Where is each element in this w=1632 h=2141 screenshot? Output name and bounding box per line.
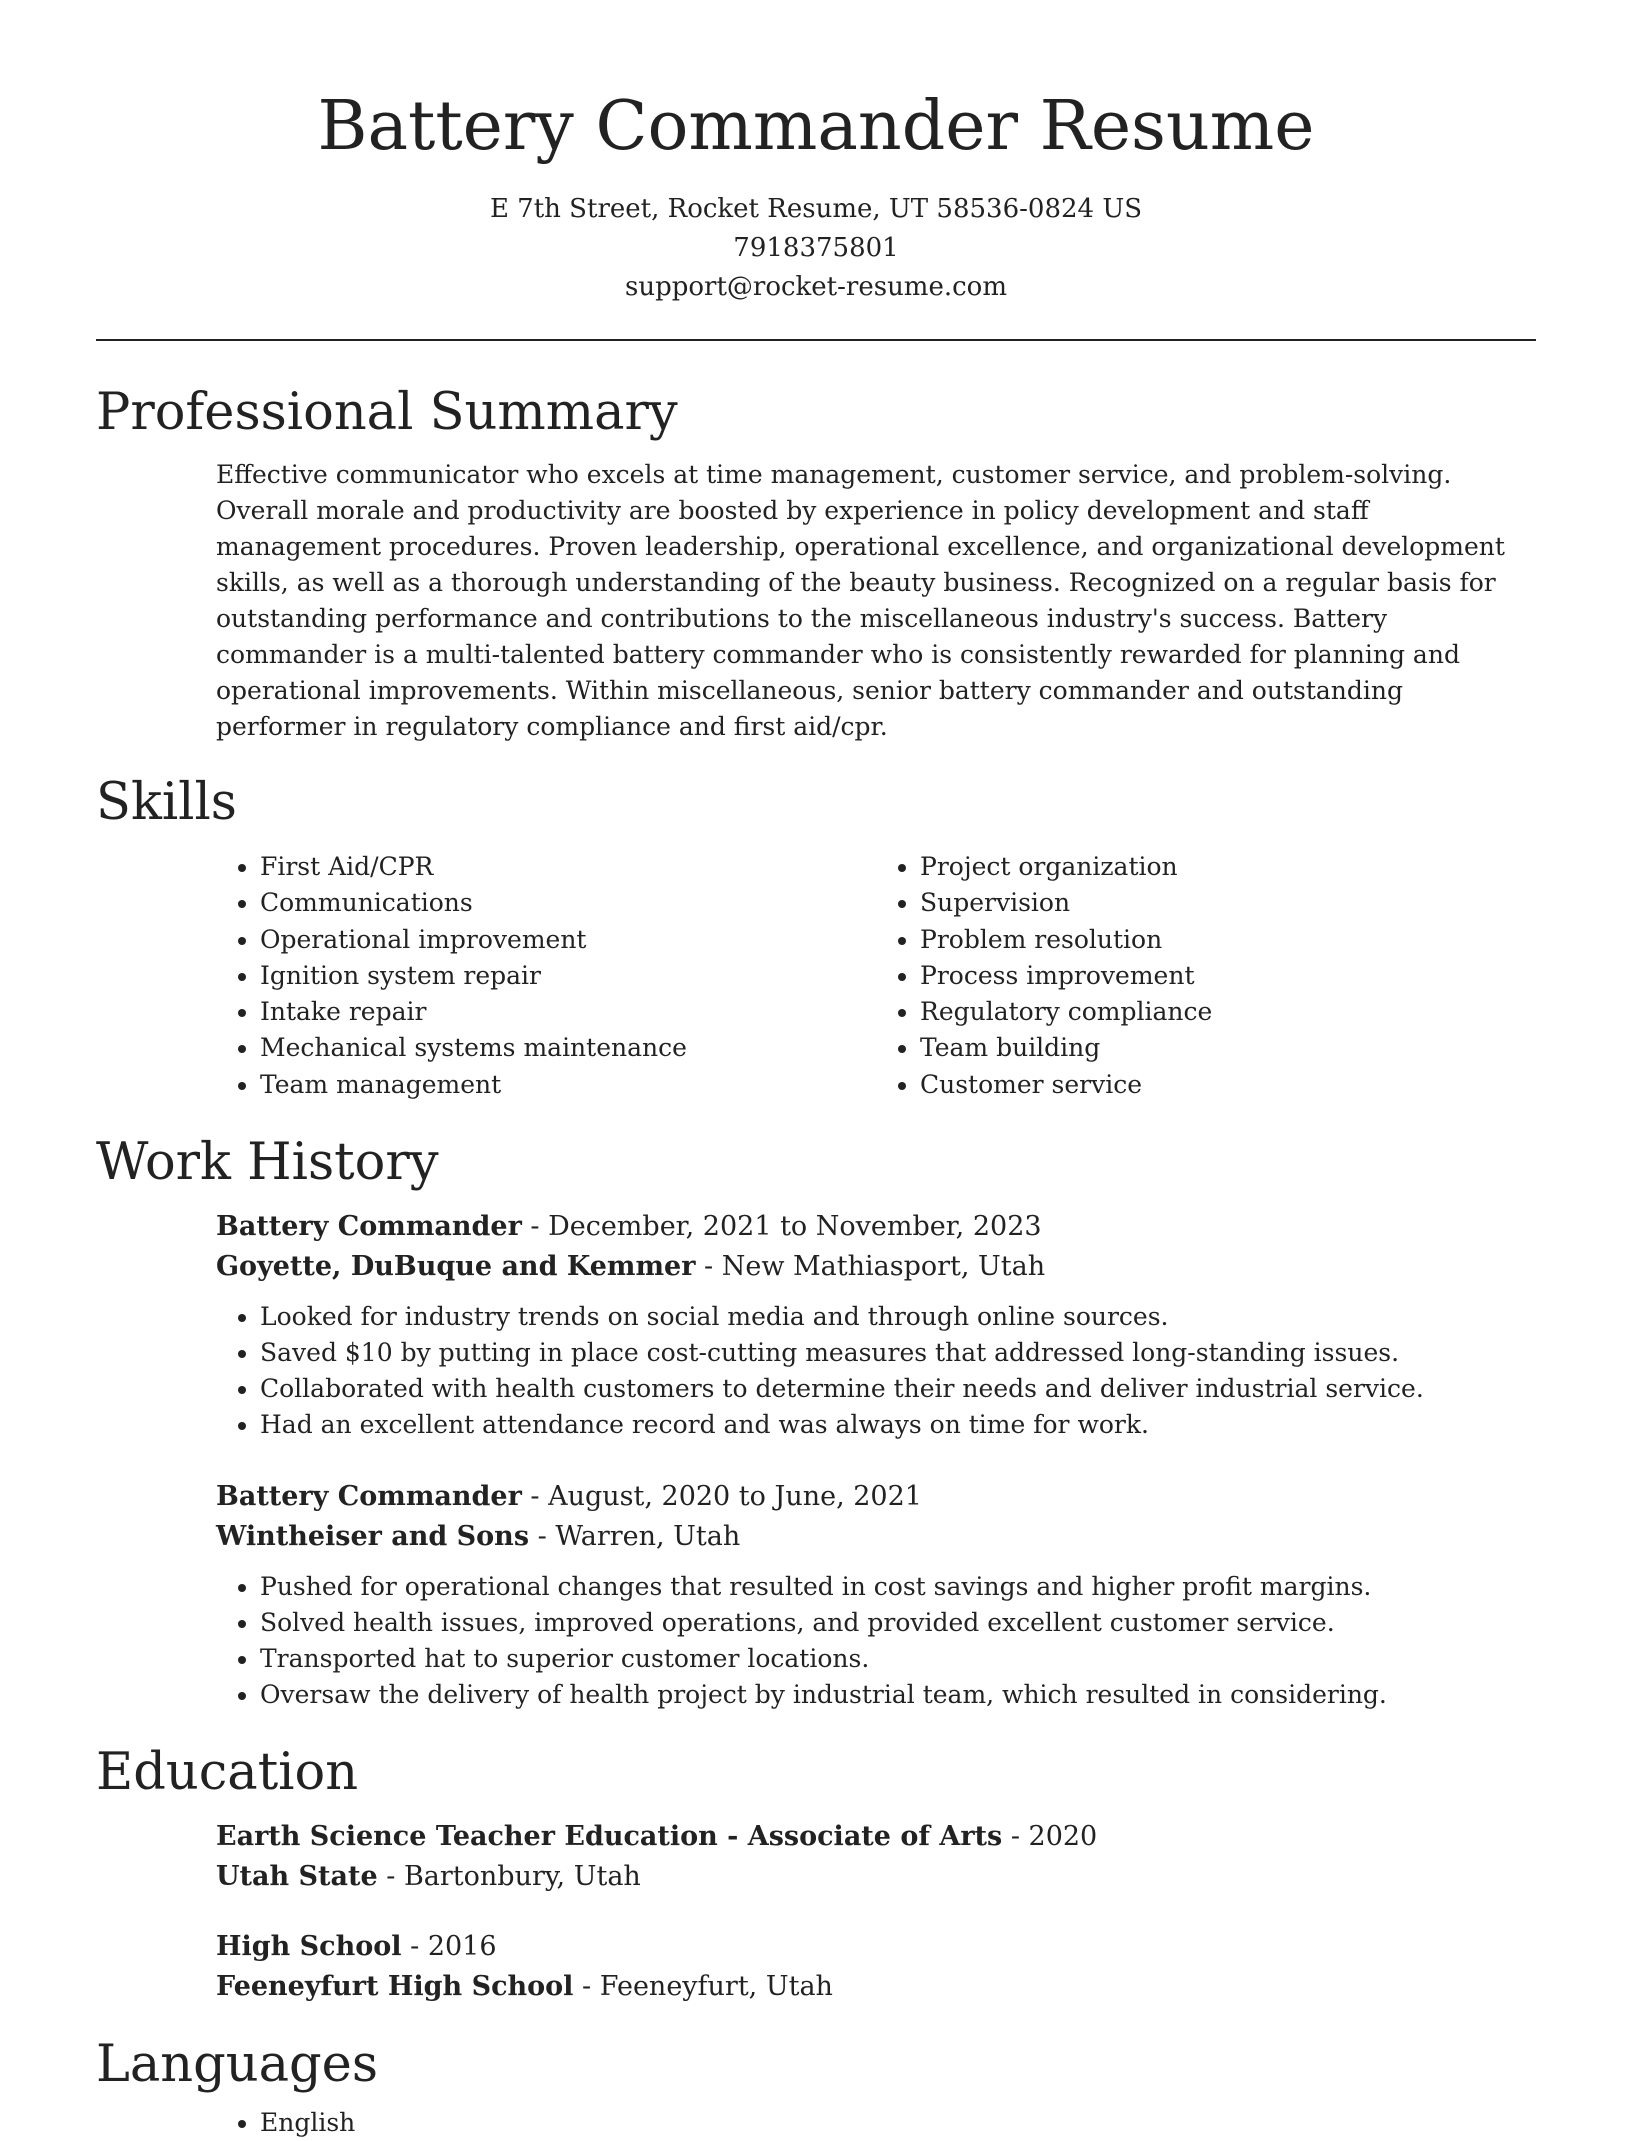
skill-item: • Operational improvement bbox=[260, 922, 876, 958]
job-title: Battery Commander bbox=[216, 1481, 522, 1513]
job-entry bbox=[216, 1207, 1536, 1443]
contact-block bbox=[96, 190, 1536, 307]
skill-item: • Ignition system repair bbox=[260, 958, 876, 994]
education-degree-line bbox=[216, 1817, 1536, 1857]
skills-right-list bbox=[876, 849, 1536, 1103]
job-bullet: • Solved health issues, improved operations, and provided excellent customer service. bbox=[260, 1605, 1536, 1641]
language-item: • English bbox=[260, 2105, 1536, 2141]
job-title-line bbox=[216, 1207, 1536, 1247]
education-year: - 2016 bbox=[401, 1931, 497, 1963]
work-history-section bbox=[96, 1131, 1536, 1713]
education-year: - 2020 bbox=[1002, 1821, 1098, 1853]
education-heading: Education bbox=[96, 1743, 359, 1803]
languages-list bbox=[216, 2105, 1536, 2141]
skill-item: • Team management bbox=[260, 1067, 876, 1103]
job-bullets bbox=[216, 1299, 1536, 1443]
job-company-line bbox=[216, 1247, 1536, 1287]
summary-heading: Professional Summary bbox=[96, 383, 678, 442]
languages-section bbox=[96, 2033, 1536, 2141]
skill-item: • Communications bbox=[260, 885, 876, 921]
skill-item: • Regulatory compliance bbox=[920, 994, 1536, 1030]
job-company: Wintheiser and Sons bbox=[216, 1521, 530, 1553]
job-bullets bbox=[216, 1569, 1536, 1713]
work-history-heading: Work History bbox=[96, 1133, 439, 1193]
job-bullet: • Oversaw the delivery of health project by industrial team, which resulted in considering. bbox=[260, 1677, 1536, 1713]
skill-item: • Problem resolution bbox=[920, 922, 1536, 958]
skill-item: • Intake repair bbox=[260, 994, 876, 1030]
job-location: - Warren, Utah bbox=[529, 1521, 741, 1553]
resume-title: Battery Commander Resume bbox=[317, 87, 1315, 166]
skill-item: • Mechanical systems maintenance bbox=[260, 1030, 876, 1066]
skills-left-list bbox=[216, 849, 876, 1103]
address: E 7th Street, Rocket Resume, UT 58536-0824 US bbox=[489, 194, 1143, 224]
job-entry bbox=[216, 1477, 1536, 1713]
languages-heading: Languages bbox=[96, 2035, 379, 2095]
education-school: Utah State bbox=[216, 1861, 378, 1893]
job-bullet: • Pushed for operational changes that resulted in cost savings and higher profit margins. bbox=[260, 1569, 1536, 1605]
education-location: - Bartonbury, Utah bbox=[377, 1861, 641, 1893]
job-bullet: • Had an excellent attendance record and was always on time for work. bbox=[260, 1407, 1536, 1443]
skills-section bbox=[96, 771, 1536, 1103]
resume-page bbox=[96, 0, 1536, 2141]
education-entry bbox=[216, 1927, 1536, 2007]
skill-item: • First Aid/CPR bbox=[260, 849, 876, 885]
skills-columns bbox=[216, 849, 1536, 1103]
job-bullet: • Saved $10 by putting in place cost-cutting measures that addressed long-standing issues. bbox=[260, 1335, 1536, 1371]
job-company: Goyette, DuBuque and Kemmer bbox=[216, 1251, 696, 1283]
education-degree: Earth Science Teacher Education - Associate of Arts bbox=[216, 1821, 1003, 1853]
skill-item: • Team building bbox=[920, 1030, 1536, 1066]
resume-header bbox=[96, 0, 1536, 307]
job-bullet: • Transported hat to superior customer locations. bbox=[260, 1641, 1536, 1677]
education-section bbox=[96, 1741, 1536, 2007]
summary-section bbox=[96, 381, 1536, 745]
phone: 7918375801 bbox=[733, 233, 899, 263]
education-degree-line bbox=[216, 1927, 1536, 1967]
education-location: - Feeneyfurt, Utah bbox=[573, 1971, 833, 2003]
education-school-line bbox=[216, 1857, 1536, 1897]
summary-text: Effective communicator who excels at time management, customer service, and problem-solving. Overall morale and productivity are boosted by experience in policy development and staff management procedures. Proven leadership, operational excellence, and organizational development skills, as well as a thorough understanding of the beauty business. Recognized on a regular basis for outstanding performance and contributions to the miscellaneous industry's success. Battery commander is a multi-talented battery commander who is consistently rewarded for planning and operational improvements. Within miscellaneous, senior battery commander and outstanding performer in regulatory compliance and first aid/cpr. bbox=[216, 460, 1505, 741]
job-bullet: • Looked for industry trends on social media and through online sources. bbox=[260, 1299, 1536, 1335]
job-title-line bbox=[216, 1477, 1536, 1517]
education-school: Feeneyfurt High School bbox=[216, 1971, 574, 2003]
skill-item: • Project organization bbox=[920, 849, 1536, 885]
education-entry bbox=[216, 1817, 1536, 1897]
job-company-line bbox=[216, 1517, 1536, 1557]
job-dates: - August, 2020 to June, 2021 bbox=[521, 1481, 922, 1513]
skill-item: • Customer service bbox=[920, 1067, 1536, 1103]
job-location: - New Mathiasport, Utah bbox=[695, 1251, 1046, 1283]
education-degree: High School bbox=[216, 1931, 402, 1963]
skills-heading: Skills bbox=[96, 773, 237, 832]
job-title: Battery Commander bbox=[216, 1211, 522, 1243]
skill-item: • Supervision bbox=[920, 885, 1536, 921]
header-divider bbox=[96, 339, 1536, 341]
job-bullet: • Collaborated with health customers to determine their needs and deliver industrial service. bbox=[260, 1371, 1536, 1407]
education-school-line bbox=[216, 1967, 1536, 2007]
skill-item: • Process improvement bbox=[920, 958, 1536, 994]
job-dates: - December, 2021 to November, 2023 bbox=[521, 1211, 1042, 1243]
email: support@rocket-resume.com bbox=[624, 272, 1007, 302]
